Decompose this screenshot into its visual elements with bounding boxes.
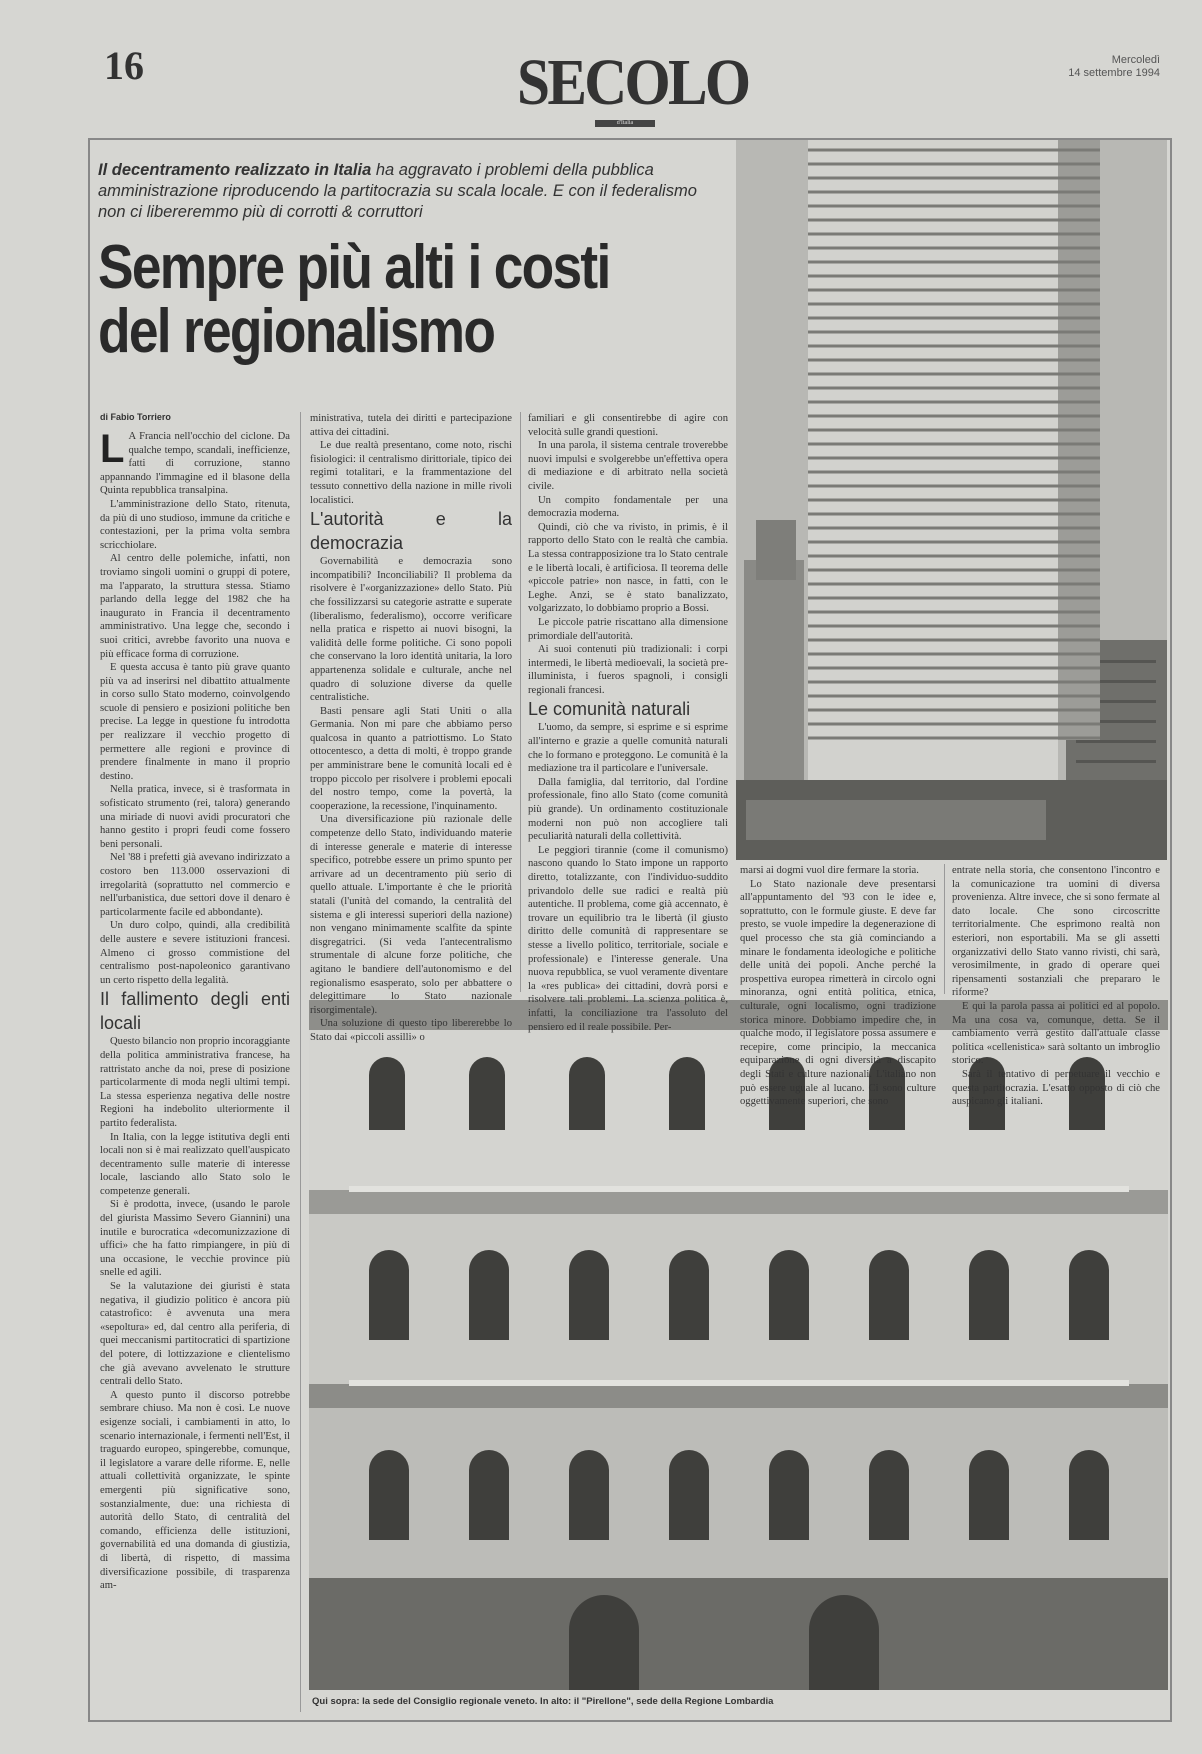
dateline-date: 14 settembre 1994: [1068, 67, 1160, 79]
col1-paragraph: Se la valutazione dei giuristi è stata negativa, il giudizio politico è ancora più catastrofico: è avvenuta una mera «sepoltura» ed, dal centro alla periferia, di quei meccanismi partitocratici di spartizione del potere, di lottizzazione e clientelismo che già avevano avvelenato le strutture centrali dello Stato.: [100, 1281, 290, 1388]
col1-paragraph: L'amministrazione dello Stato, ritenuta, da più di uno studioso, immune da critiche e contestazioni, per la prima volta sembra scricchiolare.: [100, 498, 290, 551]
col1-paragraph: Questo bilancio non proprio incoraggiante della politica amministrativa francese, ha rattristato anche da noi, prese di posizione particolarmente di moda negli ultimi tempi. La stessa esperienza negativa delle nostre Regioni ha indebolito ulteriormente il partito federalista.: [100, 1036, 290, 1129]
article-headline: Sempre più alti i costi del regionalismo: [98, 233, 610, 366]
subhead-fallimento: Il fallimento degli enti locali: [100, 989, 290, 1034]
col3-paragraph: L'uomo, da sempre, si esprime e si esprime all'interno e grazie a quelle comunità naturali che lo formano e proteggono. Le comunità è la mediazione tra il particolare e l'universale.: [528, 722, 728, 775]
col5-paragraph: entrate nella storia, che consentono l'incontro e la comunicazione tra uomini di diversa provenienza. Altre invece, che si sono fermate al dato locale. Che sono circoscritte territorialmente. Che esprimono realtà non esteriori, non esportabili. Ma se gli assetti organizzativi dello Stato vanno rivisti, chi sarà, verosimilmente, in grado di operare quei ripensamenti sostanziali che prepararo le riforme?: [952, 865, 1160, 999]
page-number: 16: [104, 43, 144, 88]
column-rule: [520, 412, 521, 992]
col3-paragraph: Ai suoi contenuti più tradizionali: i corpi intermedi, le libertà medioevali, la società pre-illuminista, i fueros spagnoli, i consigli regionali francesi.: [528, 644, 728, 696]
col3-paragraph: Le piccole patrie riscattano alla dimensione primordiale dell'autorità.: [528, 616, 728, 642]
kicker-lead: Il decentramento realizzato in Italia: [98, 161, 372, 179]
col1-paragraph: Nella pratica, invece, si è trasformata in sofisticato strumento (rei, talora) generando una miriade di nuovi avidi procuratori che hanno gestito i propri feudi come fossero beni personali.: [100, 784, 290, 850]
col3-paragraph: Quindi, ciò che va rivisto, in primis, è il rapporto dello Stato con le realtà che cambia. La stessa contrapposizione tra lo Stato centrale e le libertà locali, è artificiosa. Il teorema delle «piccole patrie» non nasce, in fatti, con le Leghe. Anzi, se è stato banalizzato, volgarizzato, lo dobbiamo proprio a Bossi.: [528, 521, 728, 615]
col1-paragraph: In Italia, con la legge istitutiva degli enti locali non si è mai realizzato quell'auspicato decentramento sulle materie di interesse locale, lasciando allo Stato solo le competenze generali.: [100, 1131, 290, 1197]
col2-paragraph: Una diversificazione più razionale delle competenze dello Stato, individuando materie di interesse generale e materie di interesse specifico, potrebbe essere un primo spunto per arrivare ad un decentramento più serio di quello attuale. L'importante è che le priorità statali (l'unità del comando, la centralità del sistema e gli interessi superiori della nazione) non vengano minimamente scalfite da spinte disgregatrici. (Si veda l'antecentralismo strumentale di alcune forze politiche, che agitano le bandiere dell'autonomismo e del regionalismo esasperato, solo per abbattere o delegittimare lo Stato nazionale risorgimentale).: [310, 814, 512, 1016]
subhead-autorita: L'autorità e la democrazia: [310, 509, 512, 554]
article-column-3: [528, 412, 728, 1034]
article-byline: di Fabio Torriero: [100, 412, 171, 422]
col1-paragraph: Un duro colpo, quindi, alla credibilità delle austere e severe istituzioni francesi. Almeno ci grosso commistione del centralismo post-napoleonico garantivano un certo rispetto della legalità.: [100, 920, 290, 986]
col3-paragraph: Dalla famiglia, dal territorio, dal l'ordine professionale, fino allo Stato (come comunità più grande). Un ordinamento costituzionale moderni non può non accogliere tali peculiarità naturali della collettività.: [528, 776, 728, 843]
dateline-day: Mercoledì: [1111, 54, 1160, 66]
col3-paragraph: Le peggiori tirannie (come il comunismo) nascono quando lo Stato impone un rapporto diretto, totalizzante, con l'individuo-suddito privandolo delle sue radici e realtà più autentiche. Il problema, come già accennato, è trovare un equilibrio tra le libertà (il giusto diritto delle comunità di rappresentare se stesse a livello politico, territoriale, sociale e professionale) e l'interesse generale. Una nuova repubblica, se vuol veramente diventare la «res publica» dei cittadini, dovrà porsi e risolvere tali problemi. La scienza politica è, infatti, la conciliazione tra l'assoluto del pensiero ed il reale possibile. Per-: [528, 844, 728, 1033]
photo-caption: Qui sopra: la sede del Consiglio regionale veneto. In alto: il "Pirellone", sede della Regione Lombardia: [312, 1696, 774, 1707]
col1-paragraph: A questo punto il discorso potrebbe sembrare chiuso. Ma non è così. Le nuove esigenze sociali, i cambiamenti in atto, lo scenario internazionale, i fermenti nell'Est, il traguardo europeo, spingerebbe, comunque, il legislatore a varare delle riforme. E, nelle attuali collettività organizzate, le spinte emergenti più significative sono, sostanzialmente, due: una richiesta di autorità dello Stato, di centralità del comando, efficienza delle istituzioni, governabilità ed una domanda di giustizia, di libertà, di rispetto, di massima diversificazione possibile, di trasparenza am-: [100, 1389, 290, 1592]
col3-paragraph: Un compito fondamentale per una democrazia moderna.: [528, 494, 728, 520]
masthead-logo: SECOLO: [517, 46, 749, 119]
article-column-4: [740, 864, 936, 1109]
col2-paragraph: Le due realtà presentano, come noto, rischi fisiologici: il centralismo dirittoriale, tipico dei regimi totalitari, e la frammentazione del tessuto connettivo della nazione in mille rivoli localistici.: [310, 440, 512, 506]
col2-paragraph: ministrativa, tutela dei diritti e partecipazione attiva dei cittadini.: [310, 413, 512, 438]
col1-paragraph: Al centro delle polemiche, infatti, non troviamo singoli uomini o gruppi di potere, ma l'apparato, la struttura stessa. Stiamo parlando della legge del 1982 che ha inaugurato in Francia il decentramento amministrativo. Una legge che, secondo i suoi critici, avrebbe favorito una nuova e più efficace forma di corruzione.: [100, 553, 290, 660]
col2-paragraph: Governabilità e democrazia sono incompatibili? Inconciliabili? Il problema da risolvere è l'«organizzazione» dello Stato. Più che fossilizzarsi su categorie astratte e superate (liberalismo, federalismo), occorre verificare nella pratica e rispetto ai nuovi bisogni, la validità delle forme politiche. Ci sono popoli che conservano la loro identità unitaria, la loro appartenenza solidale e culturale, anche nel quadro di soluzione diverse da quelle centralistiche.: [310, 556, 512, 704]
article-column-5: [952, 864, 1160, 1109]
article-column-2: [310, 412, 512, 1045]
article-kicker: [98, 160, 728, 223]
col5-paragraph: Sarà il tentativo di perpetuare il vecchio e questa partitocrazia. L'esatto opposto di ciò che auspicano gli italiani.: [952, 1068, 1160, 1108]
col1-paragraph: E questa accusa è tanto più grave quanto più va ad inserirsi nel dibattito attualmente in corso sullo Stato moderno, coinvolgendo scuole di pensiero e posizioni politiche ben precise. La legge in questione fu introdotta per realizzare il vecchio progetto di permettere alle regioni e province di prendere finalmente in mano il proprio destino.: [100, 662, 290, 782]
col1-paragraph: [100, 430, 290, 498]
masthead-subtitle: d'Italia: [595, 120, 655, 127]
col1-paragraph: Si è prodotta, invece, (usando le parole del giurista Massimo Severo Giannini) una inutile e burocratica «decomunizzazione di uffici» che ha fatto rimpiangere, in più di una occasione, le vecchie province più snelle ed agili.: [100, 1199, 290, 1279]
col4-paragraph: marsi ai dogmi vuol dire fermare la storia.: [740, 865, 919, 876]
col2-paragraph: Una soluzione di questo tipo libererebbe lo Stato dai «piccoli assilli» o: [310, 1018, 512, 1043]
col4-paragraph: Lo Stato nazionale deve presentarsi all'appuntamento del '93 con le idee e, soprattutto, con le formule giuste. E deve far presto, se vuole impedire la degenerazione di quel processo che sta già cominciando a minare le fondamenta ideologiche e politiche delle unità dei popoli. Anche perché la prospettiva europea rimetterà in circolo ogni minoranza, ogni entità politica, etnica, culturale, ogni localismo, ogni tradizione storica minore. Dobbiamo impedire che, in qualche modo, il legislatore possa assumere e recepire, come principio, la meccanica equiparazione di ogni diversità a discapito degli Stati e culture nazionali. L'italiano non può essere uguale al lucano. Ci sono culture oggettivamente superiori, che sono: [740, 878, 936, 1108]
dropcap: L: [100, 430, 125, 471]
kicker-rest: ha aggravato i problemi della pubblica amministrazione riproducendo la partitocrazia su scala locale. E con il federalismo non ci libereremmo più di corrotti & corruttori: [98, 161, 697, 221]
column-rule: [300, 412, 301, 1712]
dateline: [1040, 54, 1160, 80]
col3-paragraph: In una parola, il sistema centrale troverebbe nuovi impulsi e svolgerebbe un'effettiva opera di mediazione e di arbitrato nella società civile.: [528, 440, 728, 492]
col1-paragraph: Nel '88 i prefetti già avevano indirizzato a costoro ben 113.000 osservazioni di irregolarità (soprattutto nel commercio e nell'urbanistica, due settori dove il denaro è particolarmente facile ed abbondante).: [100, 852, 290, 918]
col3-paragraph: familiari e gli consentirebbe di agire con velocità sulle grandi questioni.: [528, 413, 728, 438]
col2-paragraph: Basti pensare agli Stati Uniti o alla Germania. Non mi pare che abbiamo perso qualcosa in quanto a patriottismo. Lo Stato ottocentesco, a detta di molti, è troppo grande per amministrare bene le comunità locali ed è troppo piccolo per risolvere i problemi epocali del nostro tempo, come la povertà, la cooperazione, la recessione, l'inquinamento.: [310, 705, 512, 812]
col1-text: A Francia nell'occhio del ciclone. Da qualche tempo, scandali, inefficienze, fatti di corruzione, stanno appannando l'immagine ed il blasone della Quinta repubblica transalpina.: [100, 431, 290, 497]
masthead: [505, 46, 749, 128]
article-column-1: [100, 430, 290, 1593]
photo-pirellone: [736, 140, 1167, 860]
subhead-comunita: Le comunità naturali: [528, 699, 691, 720]
column-rule: [944, 864, 945, 994]
col5-paragraph: E qui la parola passa ai politici ed al popolo. Ma una cosa va, comunque, detta. Se il cambiamento verrà gestito dall'attuale classe politica «cellenistica» sarà soltanto un imbroglio storico.: [952, 1000, 1160, 1067]
